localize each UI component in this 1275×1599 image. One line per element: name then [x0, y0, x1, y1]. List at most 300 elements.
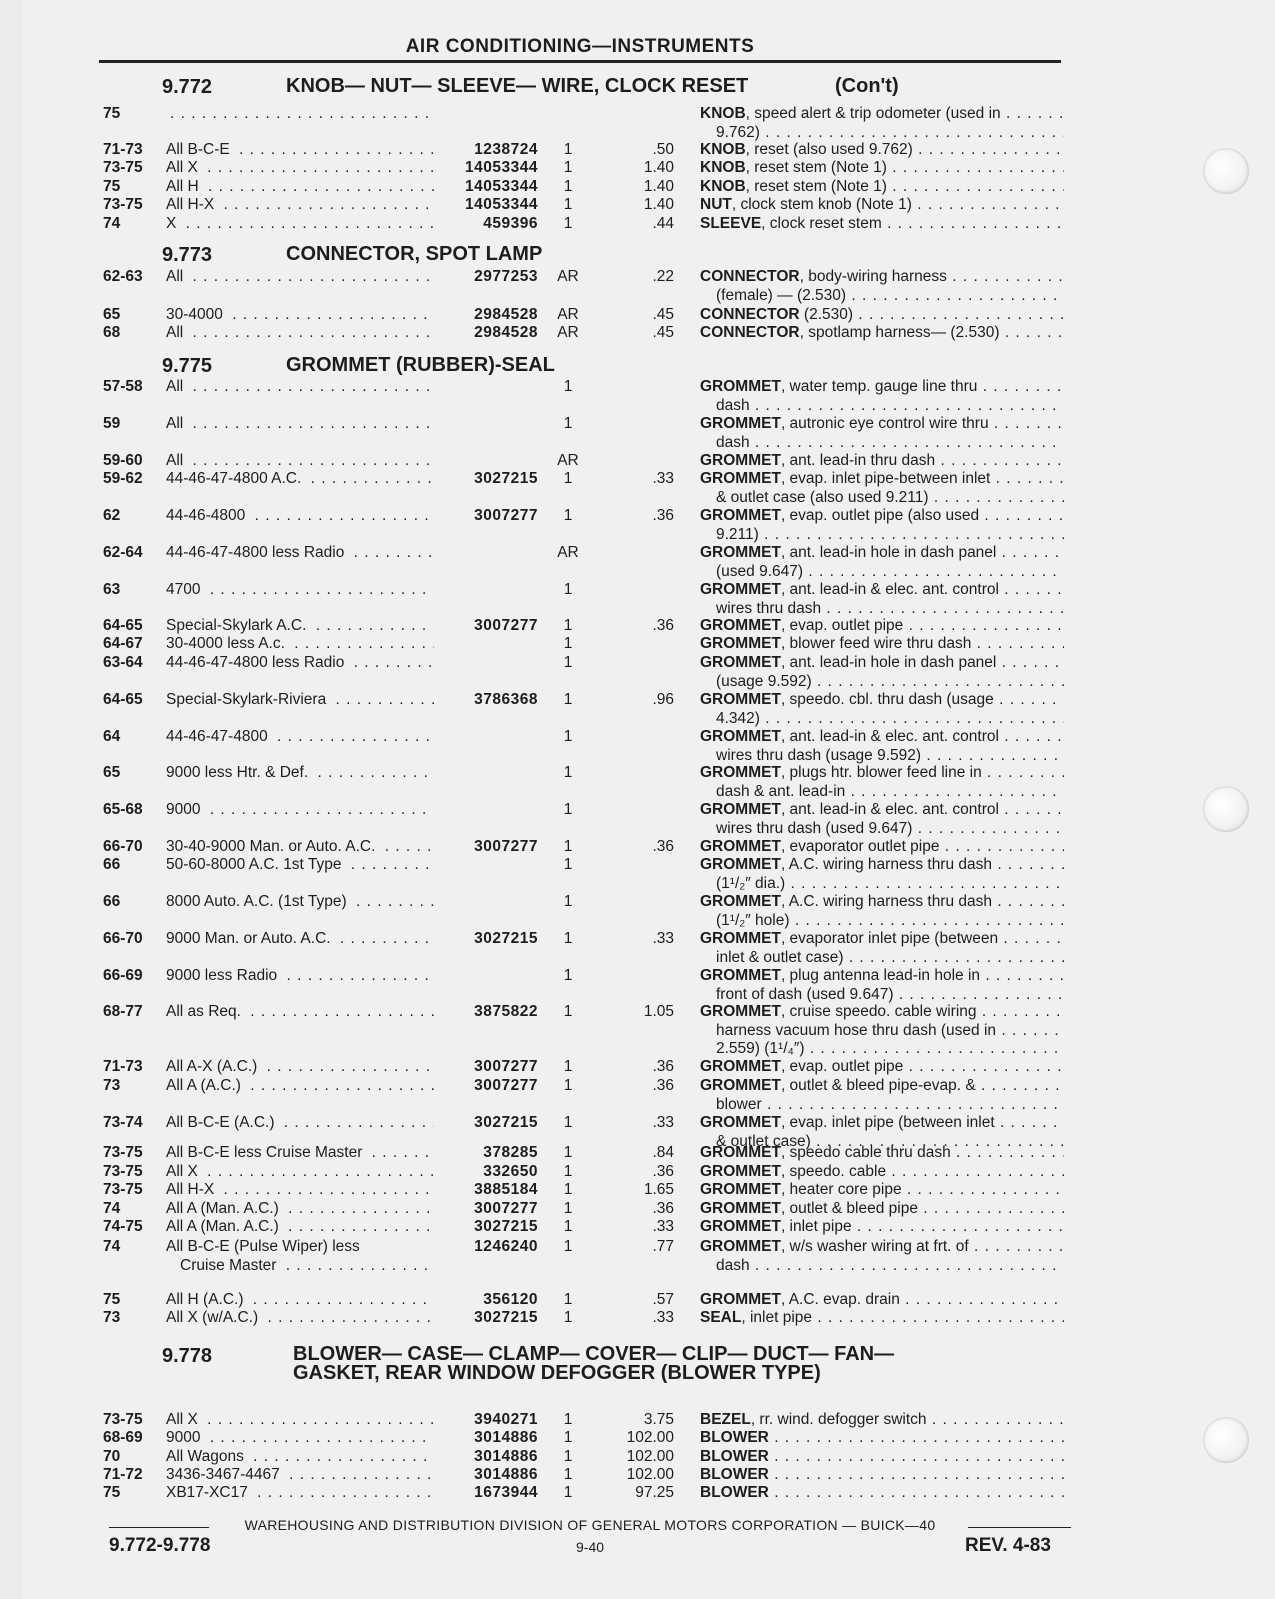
model-year: 71-73: [103, 141, 143, 158]
part-name: GROMMET: [700, 691, 781, 708]
part-description: [700, 617, 1064, 636]
part-detail: , evap. outlet pipe: [780, 1058, 904, 1075]
part-name: CONNECTOR: [700, 324, 800, 341]
part-detail: , evap. outlet pipe: [780, 617, 904, 634]
model-year: 73-75: [103, 159, 143, 176]
part-detail: , evap. inlet pipe (between inlet: [780, 1114, 995, 1131]
part-name: GROMMET: [700, 801, 781, 818]
description-line1: [700, 507, 1064, 526]
part-name: GROMMET: [700, 544, 781, 561]
quantity: 1: [563, 856, 573, 873]
description-line2: 9.211) . . .: [700, 526, 1064, 545]
model-year: 66: [103, 856, 121, 873]
model-year: 75: [103, 105, 121, 122]
description-line1: [700, 1429, 1064, 1448]
part-description: [700, 1411, 1064, 1430]
list-price: 3.75: [643, 1411, 674, 1428]
footer-revision: REV. 4-83: [965, 1535, 1051, 1556]
model-name: 9000: [166, 801, 204, 818]
description-line1: [700, 141, 1064, 160]
part-name: SLEEVE: [700, 215, 762, 232]
part-number: 3875822: [474, 1003, 538, 1020]
part-description: [700, 1448, 1064, 1467]
model-year: 62: [103, 507, 121, 524]
description-line1: [700, 324, 1064, 343]
quantity: 1: [563, 1200, 573, 1217]
part-number: 3007277: [474, 617, 538, 634]
description-line1: [700, 1058, 1064, 1077]
list-price: 1.65: [643, 1181, 674, 1198]
part-name: CONNECTOR: [700, 268, 800, 285]
model-year: 73-75: [103, 1411, 143, 1428]
model-year: 66-70: [103, 838, 143, 855]
part-name: GROMMET: [700, 452, 781, 469]
part-number: 14053344: [465, 159, 538, 176]
part-description: [700, 581, 1064, 618]
model-name: 9000: [166, 1429, 204, 1446]
part-detail: , outlet & bleed pipe: [780, 1200, 918, 1217]
description-line1: [700, 801, 1064, 820]
model-description: [166, 1448, 434, 1467]
model-description: [166, 1484, 434, 1503]
part-detail: , A.C. evap. drain: [780, 1291, 900, 1308]
part-description: [700, 635, 1064, 654]
part-description: [700, 1200, 1064, 1219]
part-description: [700, 141, 1064, 160]
quantity: AR: [557, 544, 579, 561]
part-detail: , spotlamp harness— (2.530): [799, 324, 1000, 341]
description-line2: dash . . .: [700, 1257, 1064, 1276]
quantity: 1: [563, 581, 573, 598]
quantity: 1: [563, 415, 573, 432]
part-name: GROMMET: [700, 470, 781, 487]
part-description: [700, 1144, 1064, 1163]
model-year: 62-64: [103, 544, 143, 561]
model-name: All: [166, 452, 187, 469]
model-name: All A (Man. A.C.): [166, 1218, 283, 1235]
table-row: [0, 856, 1275, 893]
part-detail: , ant. lead-in thru dash: [780, 452, 936, 469]
model-description: [166, 415, 434, 434]
part-detail: , speed alert & trip odometer (used in: [745, 105, 1001, 122]
quantity: 1: [563, 1144, 573, 1161]
part-description: [700, 1309, 1064, 1328]
part-name: BLOWER: [700, 1484, 769, 1501]
list-price: 1.05: [643, 1003, 674, 1020]
description-line1: [700, 1238, 1064, 1257]
part-detail: , water temp. gauge line thru: [780, 378, 978, 395]
quantity: 1: [563, 1466, 573, 1483]
section-continued: (Con't): [835, 75, 899, 97]
part-detail: , inlet pipe: [780, 1218, 852, 1235]
table-row: [0, 1484, 1275, 1521]
part-name: KNOB: [700, 178, 746, 195]
part-number: 3027215: [474, 1114, 538, 1131]
part-name: GROMMET: [700, 1077, 781, 1094]
part-name: GROMMET: [700, 1003, 781, 1020]
part-number: 3027215: [474, 930, 538, 947]
part-detail: , A.C. wiring harness thru dash: [780, 893, 993, 910]
footer-rule-right: [968, 1527, 1071, 1528]
description-line2: wires thru dash (usage 9.592) . . .: [700, 747, 1064, 766]
part-description: [700, 967, 1064, 1004]
model-name: All: [166, 268, 187, 285]
description-line1: [700, 452, 1064, 471]
model-name: All A (Man. A.C.): [166, 1200, 283, 1217]
model-name-continued: [166, 1257, 434, 1276]
part-name: GROMMET: [700, 1114, 781, 1131]
part-name: GROMMET: [700, 1163, 781, 1180]
model-name: 9000 less Htr. & Def.: [166, 764, 312, 781]
part-detail: , inlet pipe: [741, 1309, 813, 1326]
description-line1: [700, 764, 1064, 783]
part-description: [700, 507, 1064, 544]
list-price: 102.00: [626, 1429, 674, 1446]
part-detail: , ant. lead-in & elec. ant. control: [780, 581, 999, 598]
part-name: GROMMET: [700, 967, 781, 984]
quantity: 1: [563, 1114, 573, 1131]
model-name: 44-46-47-4800 less Radio: [166, 544, 348, 561]
part-name: GROMMET: [700, 856, 781, 873]
part-description: [700, 1291, 1064, 1310]
header-rule: [99, 60, 1061, 63]
part-detail: , speedo. cable: [780, 1163, 887, 1180]
part-number: 332650: [483, 1163, 538, 1180]
part-name: CONNECTOR: [700, 306, 800, 323]
part-number: 3014886: [474, 1466, 538, 1483]
list-price: .96: [652, 691, 674, 708]
description-line1: [700, 856, 1064, 875]
part-detail: , evap. inlet pipe-between inlet: [780, 470, 991, 487]
model-year: 71-72: [103, 1466, 143, 1483]
section-number: 9.778: [162, 1345, 213, 1367]
list-price: .36: [652, 1058, 674, 1075]
model-description: [166, 306, 434, 325]
part-name: GROMMET: [700, 728, 781, 745]
part-description: [700, 324, 1064, 343]
description-line1: [700, 1181, 1064, 1200]
part-description: [700, 452, 1064, 471]
part-description: [700, 1429, 1064, 1448]
description-line2: wires thru dash . . .: [700, 600, 1064, 619]
description-line2: (1¹/₂″ dia.) . . .: [700, 875, 1064, 894]
section-title: KNOB— NUT— SLEEVE— WIRE, CLOCK RESET: [286, 75, 749, 97]
description-line2: (female) — (2.530) . . .: [700, 287, 1064, 306]
description-line2: 9.762) . . .: [700, 124, 1064, 143]
table-row: [0, 1077, 1275, 1114]
description-line1: [700, 415, 1064, 434]
model-name: All B-C-E (Pulse Wiper) less: [166, 1238, 364, 1255]
part-number: 3007277: [474, 507, 538, 524]
model-year: 73-75: [103, 1163, 143, 1180]
model-name: Special-Skylark-Riviera: [166, 691, 330, 708]
part-detail: , evaporator outlet pipe: [780, 838, 940, 855]
model-description: [166, 324, 434, 343]
quantity: AR: [557, 452, 579, 469]
part-name: KNOB: [700, 141, 746, 158]
table-row: [0, 105, 1275, 142]
part-name: GROMMET: [700, 893, 781, 910]
list-price: .33: [652, 930, 674, 947]
part-number: 1246240: [474, 1238, 538, 1255]
part-detail: , A.C. wiring harness thru dash: [780, 856, 993, 873]
part-detail: , clock stem knob (Note 1): [731, 196, 912, 213]
model-description: [166, 691, 434, 710]
model-description: [166, 930, 434, 949]
model-year: 73: [103, 1309, 121, 1326]
table-row: [0, 268, 1275, 305]
part-detail: , speedo. cbl. thru dash (usage: [780, 691, 994, 708]
part-detail: , heater core pipe: [780, 1181, 902, 1198]
model-description: [166, 1411, 434, 1430]
description-line3: 2.559) (1¹/₄″) . . .: [700, 1040, 1064, 1059]
model-description: [166, 215, 434, 234]
part-detail: , plugs htr. blower feed line in: [780, 764, 982, 781]
part-description: [700, 856, 1064, 893]
part-name: GROMMET: [700, 930, 781, 947]
part-number: 3885184: [474, 1181, 538, 1198]
model-description: [166, 617, 434, 636]
part-description: [700, 1238, 1064, 1275]
part-description: [700, 306, 1064, 325]
part-description: [700, 159, 1064, 178]
list-price: .77: [652, 1238, 674, 1255]
quantity: 1: [563, 470, 573, 487]
part-detail: , ant. lead-in & elec. ant. control: [780, 801, 999, 818]
model-year: 59: [103, 415, 121, 432]
model-name: All: [166, 378, 187, 395]
description-line1: [700, 178, 1064, 197]
model-year: 74-75: [103, 1218, 143, 1235]
model-year: 64-65: [103, 617, 143, 634]
part-number: 3007277: [474, 1077, 538, 1094]
quantity: 1: [563, 1411, 573, 1428]
model-description: [166, 196, 434, 215]
quantity: 1: [563, 1309, 573, 1326]
description-line1: [700, 581, 1064, 600]
part-number: 3027215: [474, 470, 538, 487]
part-number: 3007277: [474, 1200, 538, 1217]
model-year: 64-65: [103, 691, 143, 708]
model-year: 66-70: [103, 930, 143, 947]
description-line1: [700, 635, 1064, 654]
model-year: 73-75: [103, 1144, 143, 1161]
model-description: [166, 178, 434, 197]
model-year: 64: [103, 728, 121, 745]
description-line1: [700, 268, 1064, 287]
list-price: 97.25: [635, 1484, 674, 1501]
model-name: All B-C-E (A.C.): [166, 1114, 279, 1131]
part-number: 14053344: [465, 178, 538, 195]
model-description: [166, 1003, 434, 1022]
list-price: .33: [652, 1114, 674, 1131]
part-name: BLOWER: [700, 1429, 769, 1446]
model-year: 63: [103, 581, 121, 598]
quantity: 1: [563, 654, 573, 671]
quantity: 1: [563, 764, 573, 781]
part-number: 1238724: [474, 141, 538, 158]
quantity: 1: [563, 178, 573, 195]
description-line1: [700, 691, 1064, 710]
list-price: .36: [652, 838, 674, 855]
table-row: [0, 893, 1275, 930]
model-description: [166, 105, 434, 124]
list-price: .44: [652, 215, 674, 232]
model-description: [166, 1429, 434, 1448]
description-line2: inlet & outlet case) . . .: [700, 949, 1064, 968]
part-description: [700, 1077, 1064, 1114]
description-line2: 4.342) . . .: [700, 710, 1064, 729]
model-name: All A-X (A.C.): [166, 1058, 261, 1075]
model-year: 73-75: [103, 196, 143, 213]
list-price: .57: [652, 1291, 674, 1308]
list-price: 1.40: [643, 159, 674, 176]
description-line2: harness vacuum hose thru dash (used in . . .: [700, 1022, 1064, 1041]
quantity: 1: [563, 691, 573, 708]
part-description: [700, 801, 1064, 838]
description-line2: & outlet case (also used 9.211) . . .: [700, 489, 1064, 508]
footer-section-range: 9.772-9.778: [109, 1535, 211, 1556]
model-name: All: [166, 415, 187, 432]
description-line1: [700, 1163, 1064, 1182]
table-row: [0, 1238, 1275, 1275]
table-row: [0, 470, 1275, 507]
part-description: [700, 196, 1064, 215]
part-name: GROMMET: [700, 1181, 781, 1198]
description-line2: dash . . .: [700, 397, 1064, 416]
footer-publisher: WAREHOUSING AND DISTRIBUTION DIVISION OF GENERAL MOTORS CORPORATION — BUICK—40: [244, 1517, 936, 1533]
description-line2: front of dash (used 9.647) . . .: [700, 986, 1064, 1005]
part-number: 378285: [483, 1144, 538, 1161]
part-description: [700, 838, 1064, 857]
description-line1: [700, 893, 1064, 912]
list-price: .36: [652, 617, 674, 634]
part-description: [700, 105, 1064, 142]
description-line1: [700, 967, 1064, 986]
model-year: 66-69: [103, 967, 143, 984]
description-line1: [700, 159, 1064, 178]
description-line2: (usage 9.592) . . .: [700, 673, 1064, 692]
part-name: GROMMET: [700, 1144, 781, 1161]
model-name: 30-40-9000 Man. or Auto. A.C.: [166, 838, 379, 855]
quantity: 1: [563, 1448, 573, 1465]
quantity: 1: [563, 635, 573, 652]
list-price: .36: [652, 1077, 674, 1094]
model-description: [166, 507, 434, 526]
description-line1: [700, 930, 1064, 949]
model-year: 70: [103, 1448, 121, 1465]
table-row: [0, 691, 1275, 728]
model-name: 3436-3467-4467: [166, 1466, 284, 1483]
model-year: 64-67: [103, 635, 143, 652]
part-description: [700, 544, 1064, 581]
description-line1: [700, 1114, 1064, 1133]
description-line2: & outlet case) . . .: [700, 1133, 1064, 1152]
part-description: [700, 893, 1064, 930]
table-row: [0, 967, 1275, 1004]
list-price: .50: [652, 141, 674, 158]
model-name: All H-X: [166, 1181, 218, 1198]
model-name: All B-C-E: [166, 141, 234, 158]
section-title: BLOWER— CASE— CLAMP— COVER— CLIP— DUCT— FAN—: [293, 1343, 895, 1365]
part-name: GROMMET: [700, 1200, 781, 1217]
part-name: NUT: [700, 196, 732, 213]
part-detail: , reset stem (Note 1): [745, 159, 887, 176]
part-number: 3786368: [474, 691, 538, 708]
model-year: 62-63: [103, 268, 143, 285]
part-description: [700, 1003, 1064, 1059]
quantity: 1: [563, 1218, 573, 1235]
model-description: [166, 856, 434, 875]
model-description: [166, 801, 434, 820]
part-detail: , body-wiring harness: [799, 268, 947, 285]
model-name: All X: [166, 159, 202, 176]
model-description: [166, 581, 434, 600]
description-line1: [700, 1144, 1064, 1163]
table-row: [0, 544, 1275, 581]
part-description: [700, 654, 1064, 691]
page-title: AIR CONDITIONING—INSTRUMENTS: [405, 36, 755, 57]
model-description: [166, 544, 434, 563]
part-name: GROMMET: [700, 507, 781, 524]
part-number: 356120: [483, 1291, 538, 1308]
part-detail: , evap. outlet pipe (also used: [780, 507, 980, 524]
quantity: 1: [563, 1003, 573, 1020]
part-detail: , ant. lead-in hole in dash panel: [780, 654, 997, 671]
section-number: 9.772: [162, 76, 213, 98]
quantity: AR: [557, 324, 579, 341]
part-description: [700, 1163, 1064, 1182]
model-year: 68: [103, 324, 121, 341]
part-detail: , clock reset stem: [761, 215, 882, 232]
model-name: 44-46-47-4800: [166, 728, 272, 745]
part-name: GROMMET: [700, 838, 781, 855]
description-line1: [700, 1291, 1064, 1310]
part-description: [700, 1484, 1064, 1503]
table-row: [0, 764, 1275, 801]
part-detail: , outlet & bleed pipe-evap. &: [780, 1077, 976, 1094]
quantity: 1: [563, 378, 573, 395]
section-title: GROMMET (RUBBER)-SEAL: [286, 354, 555, 376]
model-year: 59-60: [103, 452, 143, 469]
model-name: All: [166, 324, 187, 341]
quantity: 1: [563, 507, 573, 524]
part-detail: , ant. lead-in & elec. ant. control: [780, 728, 999, 745]
description-line1: [700, 1466, 1064, 1485]
model-description: [166, 1077, 434, 1096]
model-description: [166, 635, 434, 654]
part-description: [700, 1181, 1064, 1200]
model-description: [166, 141, 434, 160]
model-year: 71-73: [103, 1058, 143, 1075]
footer-rule-left: [109, 1527, 209, 1528]
model-name: XB17-XC17: [166, 1484, 252, 1501]
model-description: [166, 1291, 434, 1310]
quantity: 1: [563, 159, 573, 176]
model-year: 74: [103, 215, 121, 232]
quantity: 1: [563, 801, 573, 818]
part-detail: , w/s washer wiring at frt. of: [780, 1238, 969, 1255]
model-description: [166, 967, 434, 986]
model-description: [166, 1200, 434, 1219]
quantity: AR: [557, 306, 579, 323]
description-line1: [700, 728, 1064, 747]
model-year: 59-62: [103, 470, 143, 487]
part-number: 3940271: [474, 1411, 538, 1428]
section-title: CONNECTOR, SPOT LAMP: [286, 243, 543, 265]
table-row: [0, 1003, 1275, 1057]
model-year: 57-58: [103, 378, 143, 395]
